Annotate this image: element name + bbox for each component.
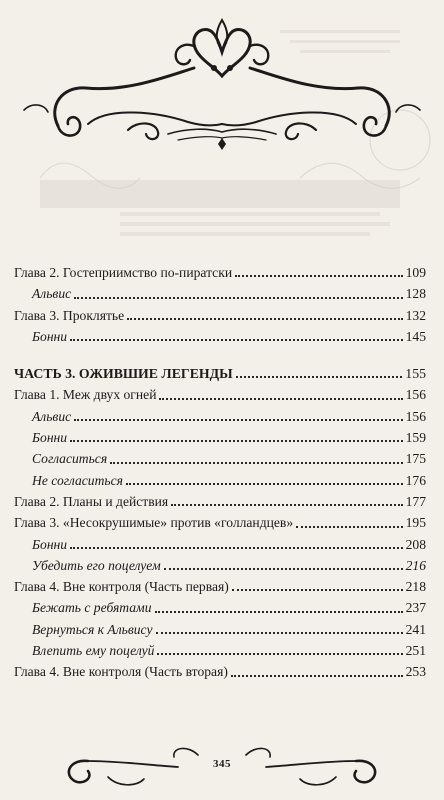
dot-leader	[156, 631, 403, 634]
toc-entry-title: ЧАСТЬ 3. ОЖИВШИЕ ЛЕГЕНДЫ	[14, 366, 233, 382]
toc-entry-page: 218	[405, 579, 426, 595]
toc-entry-page: 177	[405, 493, 426, 509]
toc-entry-title: Глава 4. Вне контроля (Часть вторая)	[14, 664, 228, 680]
dot-leader	[171, 503, 402, 506]
dot-leader	[235, 274, 403, 277]
toc-entry-title: Альвис	[32, 408, 72, 424]
toc-entry-page: 156	[405, 387, 426, 403]
toc-sub-entry	[14, 406, 426, 427]
toc-entry-title: Согласиться	[32, 451, 108, 467]
toc-entry-title: Вернуться к Альвису	[32, 621, 153, 637]
toc-entry-title: Убедить его поцелуем	[32, 557, 161, 573]
toc-sub-entry	[14, 427, 426, 448]
dot-leader	[157, 652, 402, 655]
toc-entry-title: Глава 3. Проклятье	[14, 307, 125, 323]
dot-leader	[236, 375, 403, 378]
dot-leader	[164, 567, 403, 570]
dot-leader	[232, 588, 403, 591]
toc-entry-title: Глава 1. Меж двух огней	[14, 387, 157, 403]
dot-leader	[126, 482, 403, 485]
dot-leader	[70, 338, 403, 341]
toc-chapter-entry	[14, 576, 426, 597]
toc-chapter-entry	[14, 512, 426, 533]
toc-chapter-entry	[14, 661, 426, 682]
toc-entry-page: 251	[405, 643, 426, 659]
dot-leader	[296, 525, 402, 528]
dot-leader	[159, 397, 402, 400]
toc-sub-entry	[14, 640, 426, 661]
toc-chapter-entry	[14, 305, 426, 326]
toc-entry-page: 145	[405, 328, 426, 344]
toc-sub-entry	[14, 448, 426, 469]
toc-chapter-entry	[14, 262, 426, 283]
dot-leader	[70, 546, 403, 549]
toc-sub-entry	[14, 470, 426, 491]
toc-sub-entry	[14, 534, 426, 555]
toc-entry-page: 156	[405, 408, 426, 424]
toc-entry-title: Альвис	[32, 286, 72, 302]
dot-leader	[74, 418, 402, 421]
toc-entry-page: 208	[405, 536, 426, 552]
toc-entry-title: Глава 3. «Несокрушимые» против «голландцев»	[14, 515, 294, 531]
toc-entry-title: Бонни	[32, 430, 68, 446]
toc-entry-page: 175	[405, 451, 426, 467]
toc-entry-page: 109	[405, 265, 426, 280]
toc-entry-page: 159	[405, 430, 426, 446]
toc-entry-title: Бонни	[32, 328, 68, 344]
toc-chapter-entry	[14, 491, 426, 512]
toc-entry-page: 132	[405, 307, 426, 323]
page-number: 345	[213, 758, 231, 770]
toc-sub-entry	[14, 283, 426, 304]
toc-entry-page: 216	[405, 557, 426, 573]
toc-entry-page: 237	[405, 600, 426, 616]
toc-entry-page: 128	[405, 286, 426, 302]
dot-leader	[127, 317, 402, 320]
toc-entry-title: Глава 4. Вне контроля (Часть первая)	[14, 579, 229, 595]
toc-entry-title: Влепить ему поцелуй	[32, 643, 155, 659]
toc-entry-page: 155	[405, 366, 426, 382]
toc-sub-entry	[14, 326, 426, 347]
dot-leader	[155, 610, 403, 613]
toc-entry-title: Глава 2. Планы и действия	[14, 493, 169, 509]
dot-leader	[74, 296, 402, 299]
toc-entry-title: Бонни	[32, 536, 68, 552]
table-of-contents	[14, 262, 426, 683]
toc-entry-page: 253	[405, 664, 426, 680]
dot-leader	[231, 674, 403, 677]
toc-entry-page: 195	[405, 515, 426, 531]
toc-entry-title: Не согласиться	[32, 472, 123, 488]
toc-chapter-entry	[14, 384, 426, 405]
dot-leader	[70, 439, 403, 442]
toc-entry-title: Бежать с ребятами	[32, 600, 152, 616]
toc-entry-page: 241	[405, 621, 426, 637]
top-ornament	[18, 6, 426, 154]
dot-leader	[110, 461, 402, 464]
toc-entry-page: 176	[405, 472, 426, 488]
toc-part-entry	[14, 363, 426, 384]
toc-entry-title: Глава 2. Гостеприимство по-пиратски	[14, 265, 233, 280]
toc-sub-entry	[14, 555, 426, 576]
toc-sub-entry	[14, 619, 426, 640]
toc-sub-entry	[14, 597, 426, 618]
